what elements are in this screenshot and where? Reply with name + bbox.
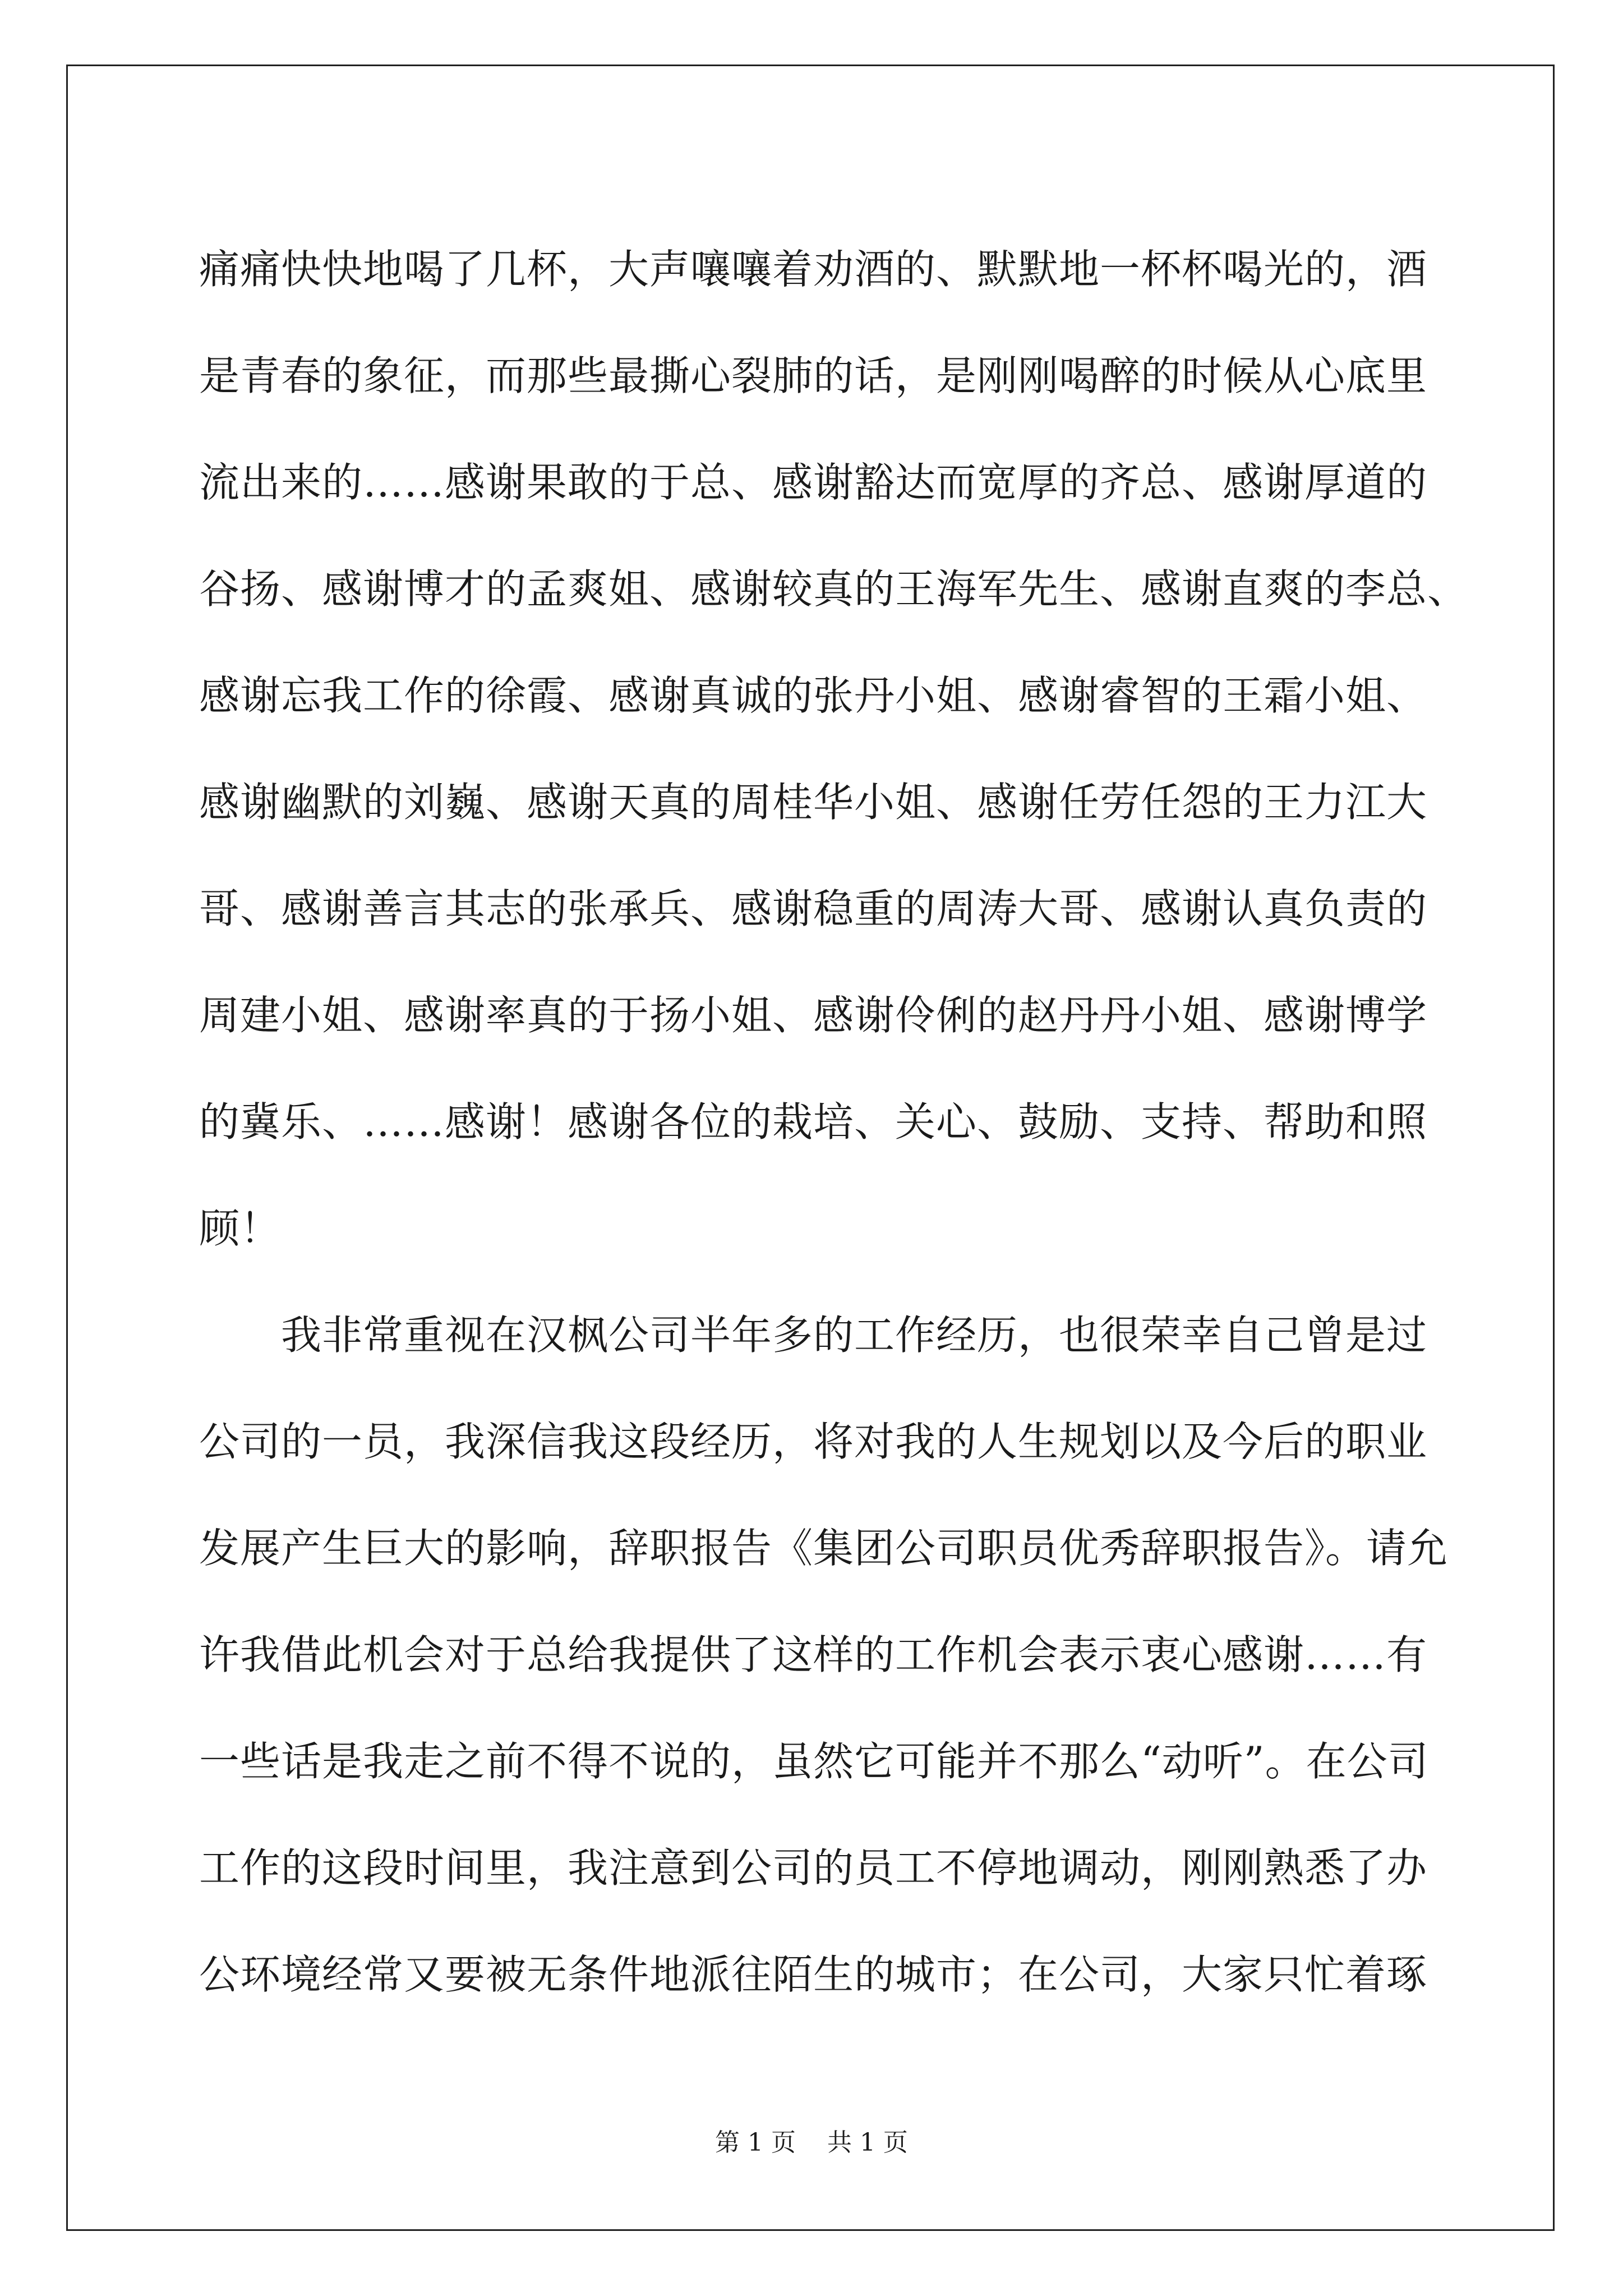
text-line-12: 公司的一员，我深信我这段经历，将对我的人生规划以及今后的职业 xyxy=(199,1418,1428,1465)
text-line-6: 感谢幽默的刘巍、感谢天真的周桂华小姐、感谢任劳任怨的王力江大 xyxy=(199,779,1428,826)
text-line-2: 是青春的象征，而那些最撕心裂肺的话，是刚刚喝醉的时候从心底里 xyxy=(199,352,1428,399)
document-body xyxy=(199,216,1469,2028)
text-line-9: 的冀乐、……感谢！感谢各位的栽培、关心、鼓励、支持、帮助和照 xyxy=(199,1098,1428,1145)
text-line-17: 公环境经常又要被无条件地派往陌生的城市；在公司，大家只忙着琢 xyxy=(199,1951,1428,1998)
text-line-5: 感谢忘我工作的徐霞、感谢真诚的张丹小姐、感谢睿智的王霜小姐、 xyxy=(199,672,1428,719)
text-line-7: 哥、感谢善言其志的张承兵、感谢稳重的周涛大哥、感谢认真负责的 xyxy=(199,885,1428,932)
text-line-8: 周建小姐、感谢率真的于扬小姐、感谢伶俐的赵丹丹小姐、感谢博学 xyxy=(199,992,1428,1039)
text-line-11: 我非常重视在汉枫公司半年多的工作经历，也很荣幸自己曾是过 xyxy=(281,1312,1428,1359)
page-footer: 第 1 页 共 1 页 xyxy=(715,2128,908,2157)
text-line-1: 痛痛快快地喝了几杯，大声嚷嚷着劝酒的、默默地一杯杯喝光的，酒 xyxy=(199,246,1428,293)
text-line-15: 一些话是我走之前不得不说的，虽然它可能并不那么“动听”。在公司 xyxy=(199,1738,1429,1785)
text-line-16: 工作的这段时间里，我注意到公司的员工不停地调动，刚刚熟悉了办 xyxy=(199,1844,1428,1892)
text-line-10: 顾！ xyxy=(199,1205,282,1252)
text-line-13: 发展产生巨大的影响，辞职报告《集团公司职员优秀辞职报告》。请允 xyxy=(199,1525,1449,1572)
text-line-3: 流出来的……感谢果敢的于总、感谢豁达而宽厚的齐总、感谢厚道的 xyxy=(199,459,1428,506)
text-line-14: 许我借此机会对于总给我提供了这样的工作机会表示衷心感谢……有 xyxy=(199,1631,1428,1678)
text-line-4: 谷扬、感谢博才的孟爽姐、感谢较真的王海军先生、感谢直爽的李总、 xyxy=(199,565,1469,613)
